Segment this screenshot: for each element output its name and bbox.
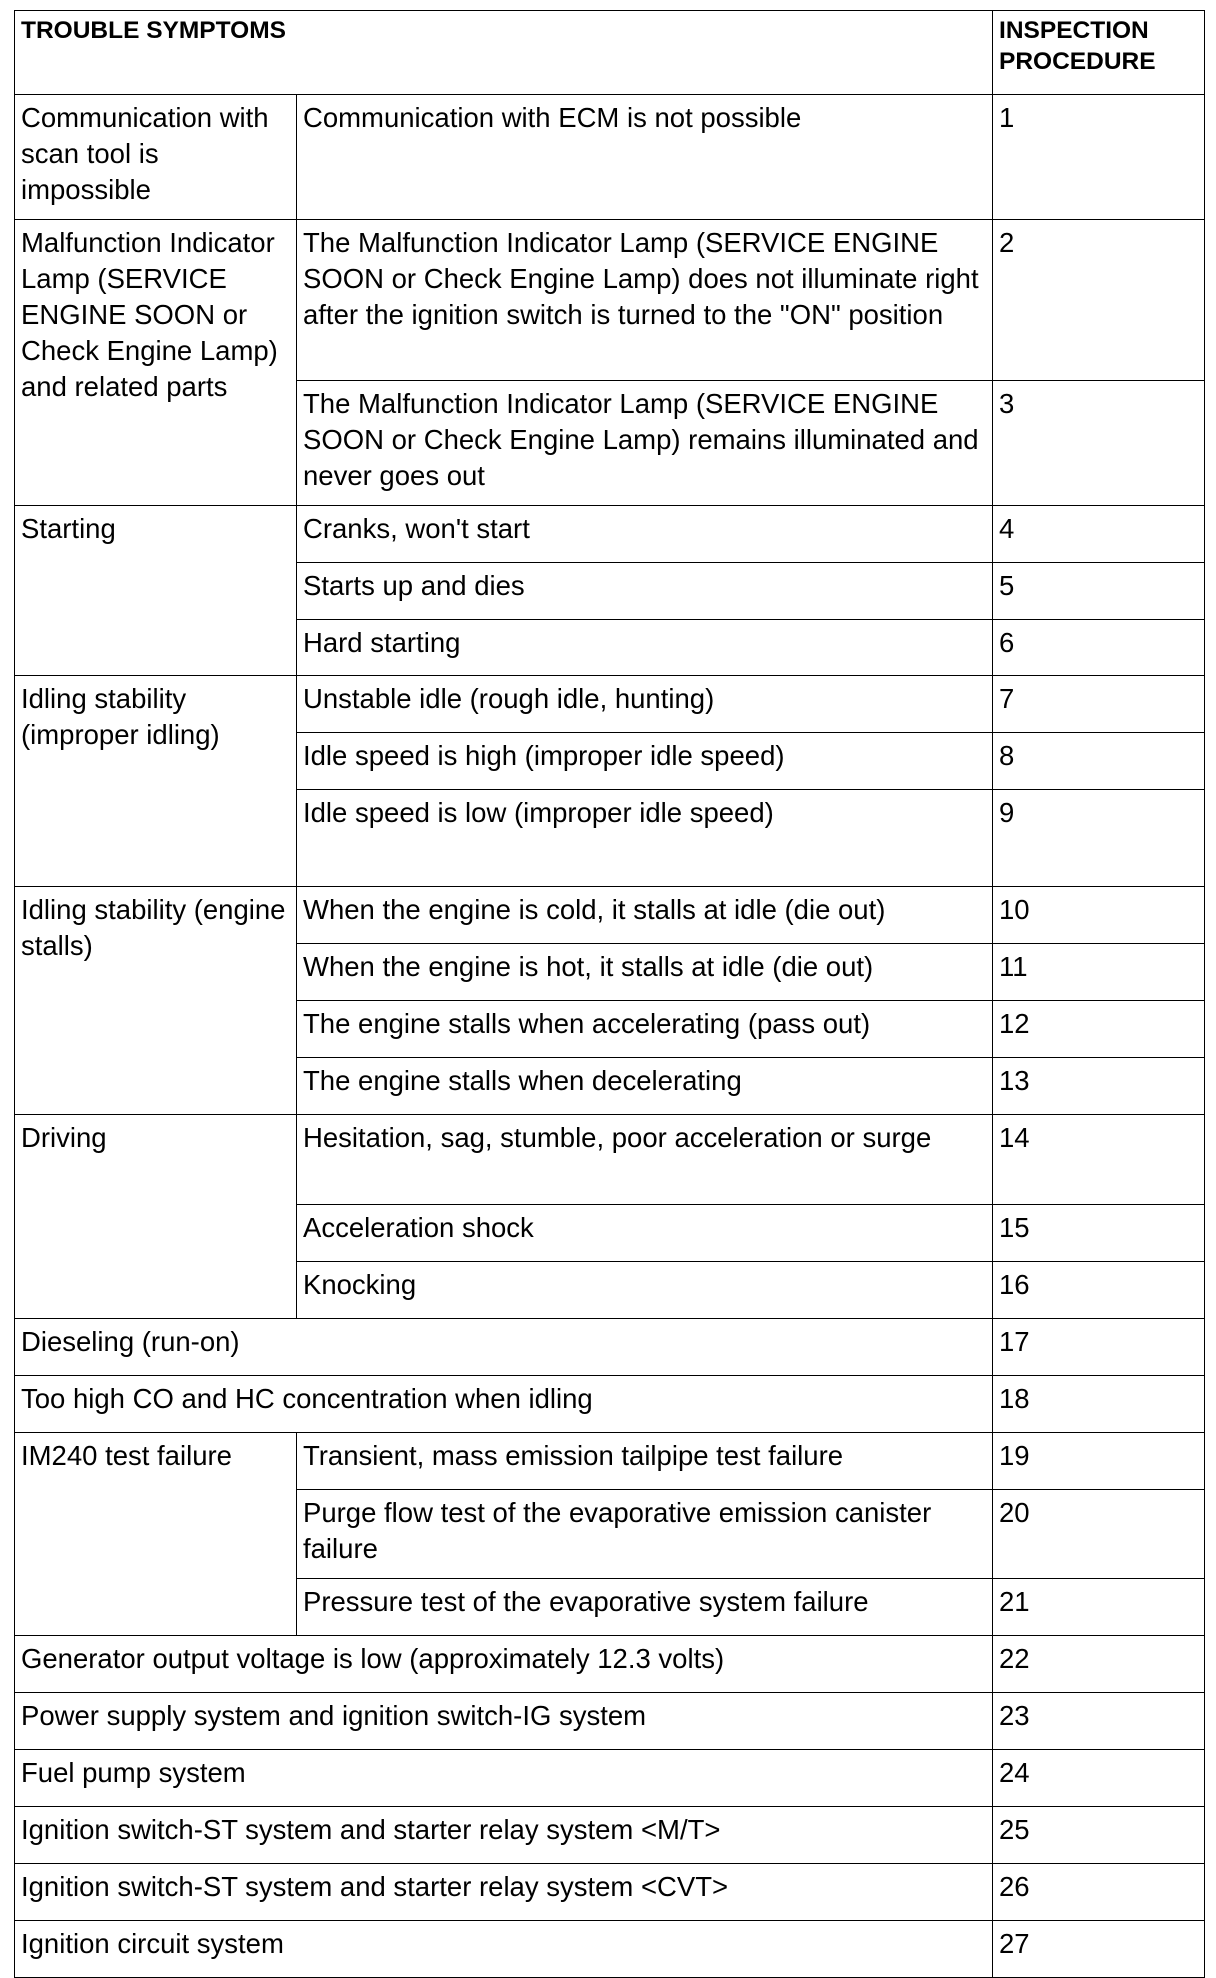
symptom-cell: Idle speed is high (improper idle speed) (297, 733, 993, 790)
table-row (15, 1319, 1205, 1376)
category-cell: Idling stability (improper idling) (15, 676, 297, 887)
category-cell: Driving (15, 1115, 297, 1319)
procedure-cell: 7 (993, 676, 1205, 733)
symptom-cell: Acceleration shock (297, 1205, 993, 1262)
procedure-cell: 22 (993, 1636, 1205, 1693)
symptom-cell: Generator output voltage is low (approximately 12.3 volts) (15, 1636, 993, 1693)
symptom-cell: Ignition switch-ST system and starter relay system <CVT> (15, 1864, 993, 1921)
procedure-cell: 4 (993, 506, 1205, 563)
table-row (15, 1807, 1205, 1864)
procedure-cell: 24 (993, 1750, 1205, 1807)
procedure-cell: 19 (993, 1433, 1205, 1490)
symptom-cell: Pressure test of the evaporative system failure (297, 1579, 993, 1636)
symptom-cell: Ignition switch-ST system and starter relay system <M/T> (15, 1807, 993, 1864)
symptom-cell: When the engine is cold, it stalls at idle (die out) (297, 887, 993, 944)
category-cell: Communication with scan tool is impossible (15, 95, 297, 220)
trouble-symptom-table (14, 10, 1205, 1978)
procedure-cell: 27 (993, 1921, 1205, 1978)
symptom-cell: Fuel pump system (15, 1750, 993, 1807)
table-row (15, 506, 1205, 563)
procedure-cell: 1 (993, 95, 1205, 220)
table-row (15, 220, 1205, 381)
symptom-cell: Transient, mass emission tailpipe test failure (297, 1433, 993, 1490)
procedure-cell: 9 (993, 790, 1205, 887)
table-row (15, 1693, 1205, 1750)
symptom-cell: Knocking (297, 1262, 993, 1319)
procedure-cell: 23 (993, 1693, 1205, 1750)
procedure-cell: 2 (993, 220, 1205, 381)
procedure-cell: 10 (993, 887, 1205, 944)
table-row (15, 1636, 1205, 1693)
procedure-cell: 25 (993, 1807, 1205, 1864)
procedure-cell: 8 (993, 733, 1205, 790)
header-row (15, 11, 1205, 95)
symptom-cell: Hard starting (297, 620, 993, 676)
header-trouble-symptoms: TROUBLE SYMPTOMS (15, 11, 993, 95)
table-row (15, 1433, 1205, 1490)
symptom-cell: When the engine is hot, it stalls at idle (die out) (297, 944, 993, 1001)
table-row (15, 1921, 1205, 1978)
table-row (15, 1864, 1205, 1921)
procedure-cell: 26 (993, 1864, 1205, 1921)
procedure-cell: 17 (993, 1319, 1205, 1376)
symptom-cell: Unstable idle (rough idle, hunting) (297, 676, 993, 733)
procedure-cell: 16 (993, 1262, 1205, 1319)
procedure-cell: 20 (993, 1490, 1205, 1579)
symptom-cell: Too high CO and HC concentration when idling (15, 1376, 993, 1433)
category-cell: Idling stability (engine stalls) (15, 887, 297, 1115)
symptom-cell: The engine stalls when decelerating (297, 1058, 993, 1115)
procedure-cell: 6 (993, 620, 1205, 676)
symptom-cell: Dieseling (run-on) (15, 1319, 993, 1376)
procedure-cell: 21 (993, 1579, 1205, 1636)
symptom-cell: The Malfunction Indicator Lamp (SERVICE ENGINE SOON or Check Engine Lamp) remains illuminated and never goes out (297, 381, 993, 506)
symptom-cell: Ignition circuit system (15, 1921, 993, 1978)
table-row (15, 1376, 1205, 1433)
symptom-cell: Starts up and dies (297, 563, 993, 620)
symptom-cell: Hesitation, sag, stumble, poor acceleration or surge (297, 1115, 993, 1205)
procedure-cell: 5 (993, 563, 1205, 620)
procedure-cell: 18 (993, 1376, 1205, 1433)
symptom-cell: Purge flow test of the evaporative emission canister failure (297, 1490, 993, 1579)
procedure-cell: 14 (993, 1115, 1205, 1205)
procedure-cell: 11 (993, 944, 1205, 1001)
procedure-cell: 3 (993, 381, 1205, 506)
table-row (15, 1115, 1205, 1205)
category-cell: Starting (15, 506, 297, 676)
header-inspection-procedure: INSPECTION PROCEDURE (993, 11, 1205, 95)
procedure-cell: 15 (993, 1205, 1205, 1262)
category-cell: Malfunction Indicator Lamp (SERVICE ENGINE SOON or Check Engine Lamp) and related parts (15, 220, 297, 506)
table-row (15, 95, 1205, 220)
procedure-cell: 13 (993, 1058, 1205, 1115)
symptom-cell: Communication with ECM is not possible (297, 95, 993, 220)
category-cell: IM240 test failure (15, 1433, 297, 1636)
table-row (15, 676, 1205, 733)
table-row (15, 887, 1205, 944)
table-row (15, 1750, 1205, 1807)
symptom-cell: Power supply system and ignition switch-IG system (15, 1693, 993, 1750)
symptom-cell: Cranks, won't start (297, 506, 993, 563)
symptom-cell: The Malfunction Indicator Lamp (SERVICE ENGINE SOON or Check Engine Lamp) does not illuminate right after the ignition switch is turned to the "ON" position (297, 220, 993, 381)
procedure-cell: 12 (993, 1001, 1205, 1058)
symptom-cell: Idle speed is low (improper idle speed) (297, 790, 993, 887)
symptom-cell: The engine stalls when accelerating (pass out) (297, 1001, 993, 1058)
